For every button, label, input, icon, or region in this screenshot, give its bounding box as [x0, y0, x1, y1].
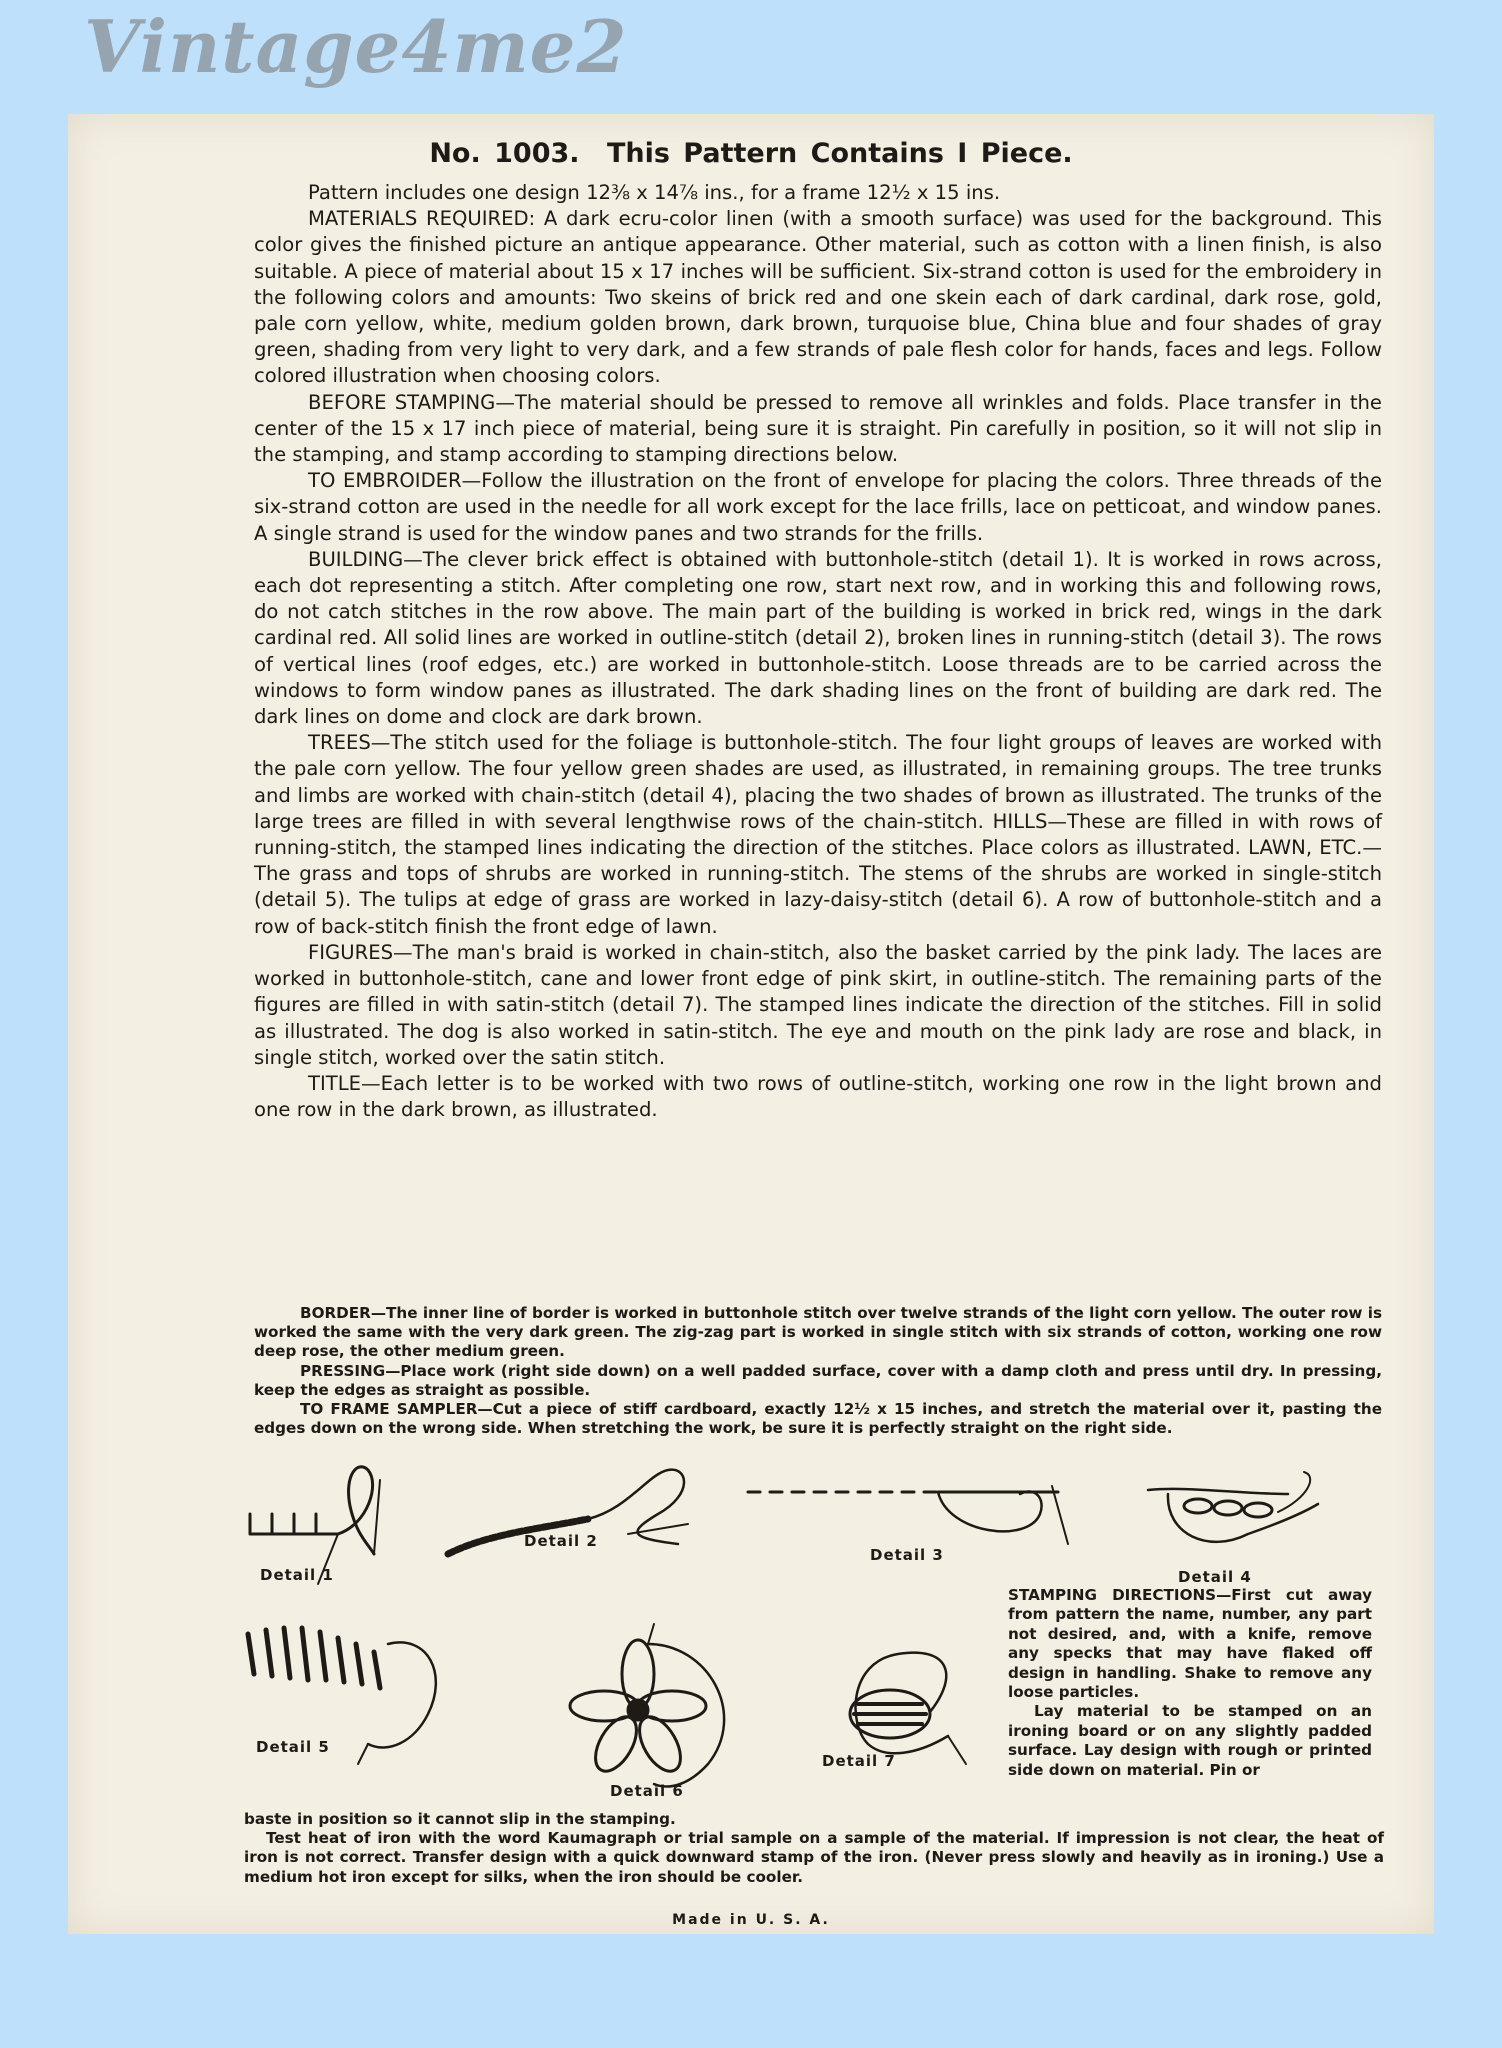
paragraph-frame-sampler: TO FRAME SAMPLER—Cut a piece of stiff cardboard, exactly 12½ x 15 inches, and stretch the material over it, pasting the edges down on the wrong side. When stretching the work, be sure it is perfectly straight on the right side.: [254, 1400, 1382, 1438]
paragraph-pressing: PRESSING—Place work (right side down) on a well padded surface, cover with a damp cloth and press until dry. In pressing, keep the edges as straight as possible.: [254, 1361, 1382, 1399]
detail-6-lazy-daisy-figure: [570, 1624, 724, 1787]
paragraph-before-stamping: BEFORE STAMPING—The material should be pressed to remove all wrinkles and folds. Place transfer in the center of the 15 x 17 inch piece of material, being sure it is straight. Pin carefully in position, so it will not slip in the stamping, and stamp according to stamping directions below.: [254, 390, 1382, 467]
detail-7-label: Detail 7: [822, 1752, 896, 1770]
finishing-notes: [254, 1304, 1382, 1438]
paragraph-trees: TREES—The stitch used for the foliage is buttonhole-stitch. The four light groups of leaves are worked with the pale corn yellow. The four yellow green shades are used, as illustrated, in remaining groups. The tree trunks and limbs are worked with chain-stitch (detail 4), placing the two shades of brown as illustrated. The trunks of the large trees are filled in with several lengthwise rows of the chain-stitch. HILLS—These are filled in with rows of running-stitch, the stamped lines indicating the direction of the stitches. Place colors as illustrated. LAWN, ETC.—The grass and tops of shrubs are worked in running-stitch. The stems of the shrubs are worked in single-stitch (detail 5). The tulips at edge of grass are worked in lazy-daisy-stitch (detail 6). A row of buttonhole-stitch and a row of back-stitch finish the front edge of lawn.: [254, 731, 1382, 938]
detail-2-label: Detail 2: [524, 1532, 598, 1550]
paragraph-border: BORDER—The inner line of border is worked in buttonhole stitch over twelve strands of the light corn yellow. The outer row is worked the same with the very dark green. The zig-zag part is worked in single stitch with six strands of cotton, working one row deep rose, the other medium green.: [254, 1304, 1382, 1361]
paragraph-title: TITLE—Each letter is to be worked with two rows of outline-stitch, working one row in the light brown and one row in the dark brown, as illustrated.: [254, 1071, 1382, 1122]
detail-7-satin-stitch-figure: [850, 1653, 966, 1764]
instructions-body: [254, 180, 1382, 1123]
stamping-directions-lay: Lay material to be stamped on an ironing board or on any slightly padded surface. Lay design with rough or printed side down on material. Pin or: [1008, 1702, 1372, 1779]
detail-1-label: Detail 1: [260, 1566, 334, 1584]
paragraph-building: BUILDING—The clever brick effect is obtained with buttonhole-stitch (detail 1). It is worked in rows across, each dot representing a stitch. After completing one row, start next row, and in working this and following rows, do not catch stitches in the row above. The main part of the building is worked in brick red, wings in the dark cardinal red. All solid lines are worked in outline-stitch (detail 2), broken lines in running-stitch (detail 3). The rows of vertical lines (roof edges, etc.) are worked in buttonhole-stitch. Loose threads are to be carried across the windows to form window panes as illustrated. The dark shading lines on the front of building are dark red. The dark lines on dome and clock are dark brown.: [254, 547, 1382, 729]
pattern-title: This Pattern Contains I Piece.: [606, 138, 1073, 169]
watermark-logo: Vintage4me2: [84, 4, 628, 89]
stamping-continued: [244, 1810, 1384, 1887]
paragraph-intro: Pattern includes one design 12⅜ x 14⅞ ins., for a frame 12½ x 15 ins.: [308, 181, 1001, 204]
detail-5-label: Detail 5: [256, 1738, 330, 1756]
stamping-baste: baste in position so it cannot slip in the stamping.: [244, 1810, 676, 1828]
paragraph-to-embroider: TO EMBROIDER—Follow the illustration on the front of envelope for placing the colors. Three threads of the six-strand cotton are used in the needle for all work except for the lace frills, lace on petticoat, and window panes. A single strand is used for the window panes and two strands for the frills.: [254, 469, 1382, 545]
detail-4-label: Detail 4: [1178, 1568, 1252, 1586]
pattern-instruction-sheet: [68, 114, 1434, 1934]
detail-6-label: Detail 6: [610, 1782, 684, 1800]
paragraph-materials: MATERIALS REQUIRED: A dark ecru-color linen (with a smooth surface) was used for the background. This color gives the finished picture an antique appearance. Other material, such as cotton with a linen finish, is also suitable. A piece of material about 15 x 17 inches will be sufficient. Six-strand cotton is used for the embroidery in the following colors and amounts: Two skeins of brick red and one skein each of dark cardinal, dark rose, gold, pale corn yellow, white, medium golden brown, dark brown, turquoise blue, China blue and four shades of gray green, shading from very light to very dark, and a few strands of pale flesh color for hands, faces and legs. Follow colored illustration when choosing colors.: [254, 207, 1382, 388]
detail-3-running-stitch-figure: [748, 1486, 1068, 1544]
detail-4-chain-stitch-figure: [1148, 1472, 1318, 1542]
pattern-number: No. 1003.: [429, 138, 580, 169]
detail-3-label: Detail 3: [870, 1546, 944, 1564]
made-in-usa: Made in U. S. A.: [672, 1912, 830, 1928]
page-title: [68, 138, 1434, 169]
stamping-test-heat: Test heat of iron with the word Kaumagraph or trial sample on a sample of the material. If impression is not clear, the heat of iron is not correct. Transfer design with a quick downward stamp of the iron. (Never press slowly and heavily as in ironing.) Use a medium hot iron except for silks, when the iron should be cooler.: [244, 1829, 1384, 1886]
stamping-directions-intro: STAMPING DIRECTIONS—First cut away from pattern the name, number, any part not desired, and, with a knife, remove any specks that may have flaked off design in handling. Shake to remove any loose particles.: [1008, 1586, 1372, 1702]
paragraph-figures: FIGURES—The man's braid is worked in chain-stitch, also the basket carried by the pink lady. The laces are worked in buttonhole-stitch, cane and lower front edge of pink skirt, in outline-stitch. The remaining parts of the figures are filled in with satin-stitch (detail 7). The stamped lines indicate the direction of the stitches. Fill in solid as illustrated. The dog is also worked in satin-stitch. The eye and mouth on the pink lady are rose and black, in single stitch, worked over the satin stitch.: [254, 940, 1382, 1069]
stamping-directions: [1008, 1586, 1372, 1780]
